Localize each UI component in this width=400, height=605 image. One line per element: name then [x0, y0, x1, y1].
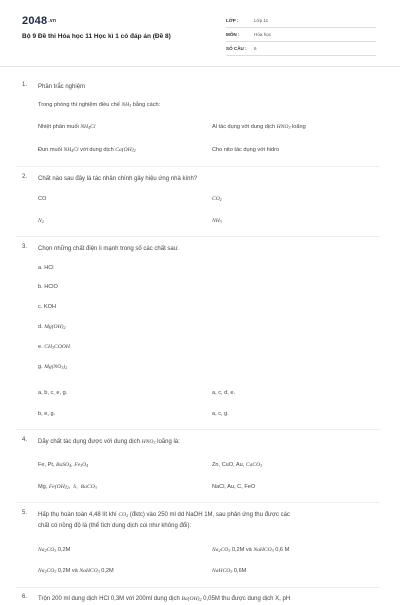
- question-text: Phần trắc nghiệm: [38, 84, 86, 90]
- q1-option-c[interactable]: Đun muối $NH_4Cl$ với dung dịch $Ca(OH)_2$: [38, 147, 136, 153]
- q1-option-a[interactable]: Nhiệt phân muối $NH_4Cl$: [38, 124, 96, 130]
- separator: [16, 236, 380, 237]
- q2-option-a[interactable]: CO: [38, 196, 47, 202]
- q3-option-a[interactable]: a, b, c, e, g.: [38, 390, 68, 396]
- meta-subject: MÔN : Hóa học: [226, 28, 376, 42]
- q3-item-d: d. $Mg(OH)_2$: [38, 324, 66, 330]
- meta-class: LỚP : Lớp 11: [226, 14, 376, 28]
- question-text: Trộn 200 ml dung dịch HCl 0,3M với 200ml dung dịch $Ba(OH)_2$ 0,05M thu được dung dịch X, pH: [38, 596, 291, 602]
- q3-option-b[interactable]: a, c, d, e.: [212, 390, 236, 396]
- q5-option-b[interactable]: $Na_2CO_3$ 0,2M và NaHCO$_3$ 0,6 M: [212, 547, 290, 553]
- q3-item-e: e. $CH_3COOH$: [38, 344, 70, 350]
- exam-title: Bộ 9 Đề thi Hóa học 11 Học kì 1 có đáp án (Đề 8): [22, 33, 171, 40]
- q3-option-c[interactable]: b, e, g.: [38, 411, 56, 417]
- q3-item-a: a. HCl: [38, 265, 54, 271]
- q3-item-c: c. KOH: [38, 304, 57, 310]
- q2-option-c[interactable]: $N_2$: [38, 218, 44, 224]
- q4-option-c[interactable]: Mg, $Fe(OH)_2$, S, BaCO$_3$: [38, 484, 97, 490]
- q1-option-d[interactable]: Cho nito tác dụng với hidro: [212, 147, 280, 153]
- q4-option-d[interactable]: NaCl, Au, C, FeO: [212, 484, 256, 490]
- q4-option-a[interactable]: Fe, Pt, BaSO$_4$, $Fe_3O_4$: [38, 462, 89, 468]
- question-text: Chất nào sau đây là tác nhân chính gây hiệu ứng nhà kính?: [38, 176, 198, 182]
- separator: [16, 166, 380, 167]
- q1-option-b[interactable]: Al tác dụng với dung dịch $HNO_3$ loãng: [212, 124, 306, 130]
- q4-option-b[interactable]: Zn, CuO, Au, CaCO$_3$: [212, 462, 263, 468]
- q2-option-b[interactable]: $CO_2$: [212, 196, 222, 202]
- exam-meta: [226, 14, 376, 56]
- separator: [16, 429, 380, 430]
- q3-option-d[interactable]: a, c, g.: [212, 411, 229, 417]
- question-text: Dãy chất tác dụng được với dung dịch $HNO_3$ loãng là:: [38, 439, 180, 445]
- q5-option-d[interactable]: NaHCO$_3$ 0,6M: [212, 568, 247, 574]
- q2-option-d[interactable]: $NH_3$: [212, 218, 222, 224]
- meta-count: SỐ CÂU : 6: [226, 42, 376, 56]
- question-text: Hấp thụ hoàn toàn 4,48 lít khí $CO_2$ (đktc) vào 250 ml dd NaOH 1M, sau phản ứng thu được các chất có nồng độ là (thể tích dung dịch coi như không đổi):: [38, 512, 290, 529]
- site-logo[interactable]: 2048.vn: [22, 15, 57, 27]
- separator: [16, 502, 380, 503]
- q3-item-g: g. $Mg(NO_3)_2$: [38, 364, 68, 370]
- q5-option-a[interactable]: $Na_2CO_3$ 0,2M: [38, 547, 71, 553]
- q3-item-b: b. HClO: [38, 284, 58, 290]
- header-divider: [0, 66, 400, 67]
- question-text: Chọn những chất điện li mạnh trong số các chất sau:: [38, 246, 179, 252]
- q5-option-c[interactable]: $Na_2CO_3$ 0,2M và NaHCO$_3$ 0,2M: [38, 568, 114, 574]
- header: [0, 0, 400, 66]
- separator: [16, 587, 380, 588]
- question-1-stem: Trong phòng thí nghiệm điều chế $NH_3$ bằng cách:: [38, 102, 161, 108]
